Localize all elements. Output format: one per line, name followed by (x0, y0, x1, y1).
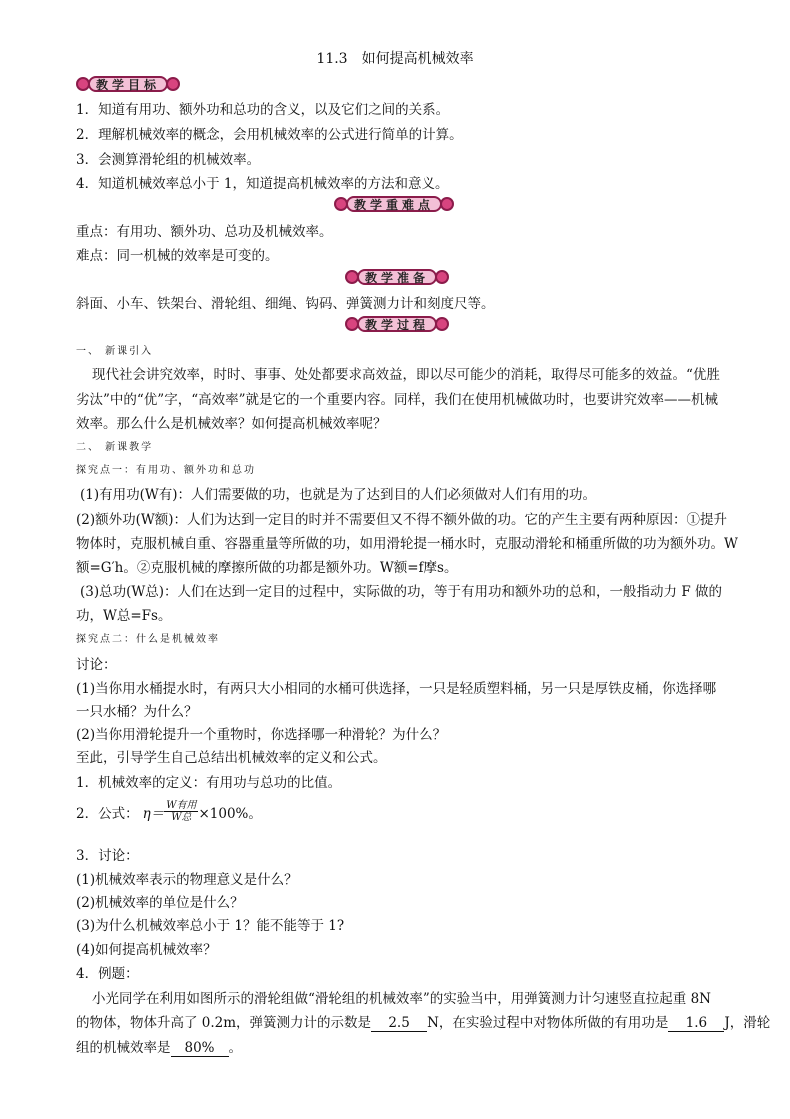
banner-label: 教学目标 (88, 76, 168, 92)
summary-line: 至此，引导学生自己总结出机械效率的定义和公式。 (76, 750, 387, 766)
banner-right-cap (435, 317, 449, 331)
banner-key-difficult (334, 195, 454, 213)
useful-work: (1)有用功(W有)：人们需要做的功，也就是为了达到目的人们必须做对人们有用的功。 (80, 487, 597, 503)
discussion-heading: 3．讨论： (76, 848, 139, 864)
goal-item: 4．知道机械效率总小于 1，知道提高机械效率的方法和意义。 (76, 176, 449, 192)
question-item: (4)如何提高机械效率？ (76, 942, 217, 958)
example-text: N，在实验过程中对物体所做的有用功是 (427, 1015, 669, 1031)
banner-preparation (345, 268, 449, 286)
answer-blank-useful-work: 1.6 (668, 1015, 724, 1032)
answer-blank-force: 2.5 (371, 1015, 427, 1032)
banner-process (345, 315, 449, 333)
key-point: 重点：有用功、额外功、总功及机械效率。 (76, 224, 333, 240)
example-text: 。 (228, 1040, 242, 1056)
discuss-label: 讨论： (76, 657, 117, 673)
banner-right-cap (435, 270, 449, 284)
formula-denominator: W总 (171, 812, 192, 823)
answer-blank-efficiency: 80% (171, 1040, 229, 1057)
goal-item: 3．会测算滑轮组的机械效率。 (76, 152, 261, 168)
discuss-line: (1)当你用水桶提水时，有两只大小相同的水桶可供选择，一只是轻质塑料桶，另一只是厚铁皮桶，你选择哪 (76, 681, 717, 697)
difficult-point: 难点：同一机械的效率是可变的。 (76, 248, 279, 264)
banner-label: 教学准备 (357, 269, 437, 285)
goal-item: 1．知道有用功、额外功和总功的含义，以及它们之间的关系。 (76, 102, 450, 118)
extra-work-line: 物体时，克服机械自重、容器重量等所做的功，如用滑轮提一桶水时，克服动滑轮和桶重所做的功为额外功。W (76, 536, 738, 552)
discuss-line: (2)当你用滑轮提升一个重物时，你选择哪一种滑轮？为什么？ (76, 727, 447, 743)
formula-eta: η＝ (142, 805, 165, 822)
goal-item: 2．理解机械效率的概念，会用机械效率的公式进行简单的计算。 (76, 127, 463, 143)
example-line (76, 1011, 770, 1032)
section-heading: 二、 新课教学 (76, 442, 154, 453)
example-text: 组的机械效率是 (76, 1040, 171, 1056)
example-line: 小光同学在利用如图所示的滑轮组做“滑轮组的机械效率”的实验当中，用弹簧测力计匀速竖直拉起重 8N (92, 991, 711, 1007)
extra-work-line: (2)额外功(W额)：人们为达到一定目的时并不需要但又不得不额外做的功。它的产生主要有两种原因：①提升 (76, 512, 728, 528)
prep-text: 斜面、小车、铁架台、滑轮组、细绳、钩码、弹簧测力计和刻度尺等。 (76, 296, 495, 312)
formula-numerator: W有用 (166, 800, 197, 811)
intro-line: 劣汰”中的“优”字，“高效率”就是它的一个重要内容。同样，我们在使用机械做功时，也要讲究效率——机械 (76, 392, 719, 408)
intro-line: 效率。那么什么是机械效率？如何提高机械效率呢？ (76, 416, 387, 432)
explore-heading: 探究点二：什么是机械效率 (76, 634, 220, 645)
section-heading: 一、 新课引入 (76, 346, 154, 357)
total-work-line: 功，W总=Fs。 (76, 608, 172, 624)
formula-fraction (164, 800, 198, 823)
question-item: (2)机械效率的单位是什么？ (76, 895, 244, 911)
question-item: (1)机械效率表示的物理意义是什么？ (76, 872, 298, 888)
banner-right-cap (166, 77, 180, 91)
example-heading: 4．例题： (76, 966, 139, 982)
explore-heading: 探究点一：有用功、额外功和总功 (76, 465, 256, 476)
formula-tail: ×100%。 (198, 805, 262, 822)
example-text: 的物体，物体升高了 0.2m，弹簧测力计的示数是 (76, 1015, 372, 1031)
extra-work-line: 额=G′h。②克服机械的摩擦所做的功都是额外功。W额=f摩s。 (76, 560, 458, 576)
discuss-line: 一只水桶？为什么？ (76, 704, 198, 720)
example-text: J，滑轮 (724, 1015, 771, 1031)
intro-line: 现代社会讲究效率，时时、事事、处处都要求高效益，即以尽可能少的消耗，取得尽可能多的效益。“优胜 (92, 367, 720, 383)
banner-label: 教学重难点 (346, 196, 442, 212)
total-work-line: (3)总功(W总)：人们在达到一定目的过程中，实际做的功，等于有用功和额外功的总和，一般指动力 F 做的 (80, 584, 722, 600)
banner-teaching-goals (76, 75, 180, 93)
banner-right-cap (440, 197, 454, 211)
definition: 1．机械效率的定义：有用功与总功的比值。 (76, 775, 342, 791)
formula-label: 2．公式： (76, 805, 139, 822)
formula (76, 800, 262, 823)
banner-label: 教学过程 (357, 316, 437, 332)
page-title: 11.3 如何提高机械效率 (316, 51, 474, 67)
example-line (76, 1036, 242, 1057)
question-item: (3)为什么机械效率总小于 1？能不能等于 1? (76, 918, 345, 934)
